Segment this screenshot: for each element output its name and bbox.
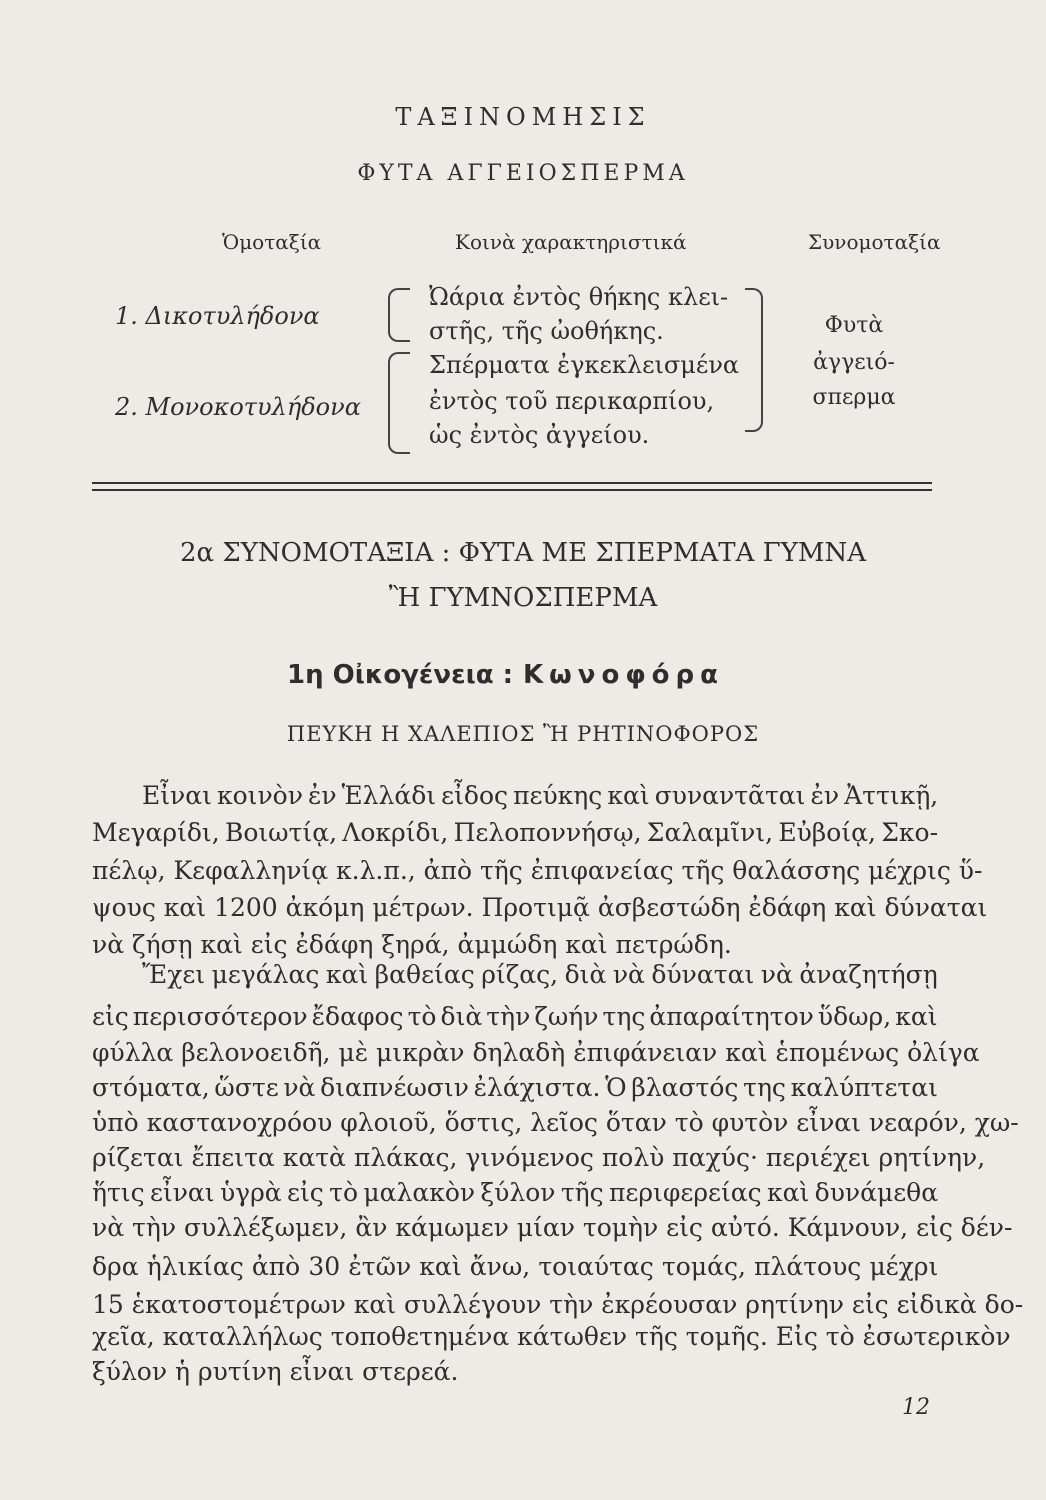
body-line: χεῖα, καταλλήλως τοποθετημένα κάτωθεν τῆς τομῆς. Εἰς τὸ ἐσωτερικὸν [92, 1322, 1011, 1351]
body-line: ρίζεται ἔπειτα κατὰ πλάκας, γινόμενος πολὺ παχύς· περιέχει ρητίνην, [92, 1143, 986, 1172]
body-line: δρα ἡλικίας ἀπὸ 30 ἐτῶν καὶ ἄνω, τοιαύτας τομάς, πλάτους μέχρι [92, 1252, 939, 1281]
left-brace-2 [388, 352, 410, 454]
subphylum-line: ἀγγειό- [813, 350, 895, 375]
subphylum-line: Φυτὰ [824, 313, 884, 338]
body-line: ξύλον ἡ ρυτίνη εἶναι στερεά. [92, 1357, 459, 1386]
header-synomotaxia: Συνομοταξία [808, 230, 941, 254]
page-number: 12 [902, 1395, 930, 1420]
body-line: πέλῳ, Κεφαλληνίᾳ κ.λ.π., ἀπὸ τῆς ἐπιφανείας τῆς θαλάσσης μέχρις ὕ- [92, 856, 983, 885]
body-line: 15 ἑκατοστομέτρων καὶ συλλέγουν τὴν ἐκρέουσαν ρητίνην εἰς εἰδικὰ δο- [92, 1290, 1024, 1319]
right-brace [745, 288, 763, 432]
left-brace-1 [388, 288, 410, 342]
body-line: στόματα, ὥστε νὰ διαπνέωσιν ἐλάχιστα. Ὁ βλαστός της καλύπτεται [92, 1073, 938, 1102]
body-line: Εἶναι κοινὸν ἐν Ἑλλάδι εἶδος πεύκης καὶ συναντᾶται ἐν Ἀττικῇ, [142, 781, 939, 810]
body-line: νὰ ζήσῃ καὶ εἰς ἐδάφη ξηρά, ἀμμώδη καὶ πετρώδη. [92, 930, 732, 959]
header-common-characteristics: Κοινὰ χαρακτηριστικά [455, 230, 687, 254]
body-line: Μεγαρίδι, Βοιωτίᾳ, Λοκρίδι, Πελοποννήσῳ, Σαλαμῖνι, Εὐβοίᾳ, Σκο- [92, 818, 939, 847]
header-homotaxia: Ὁμοταξία [222, 230, 322, 254]
classification-subtitle: ΦΥΤΑ ΑΓΓΕΙΟΣΠΕΡΜΑ [357, 161, 689, 186]
body-line: ἥτις εἶναι ὑγρὰ εἰς τὸ μαλακὸν ξύλον τῆς περιφερείας καὶ δυνάμεθα [92, 1178, 939, 1207]
family-name: Κωνοφόρα [523, 660, 725, 690]
body-line: ὑπὸ καστανοχρόου φλοιοῦ, ὅστις, λεῖος ὅταν τὸ φυτὸν εἶναι νεαρόν, χω- [92, 1108, 1019, 1137]
characteristic-line: ὡς ἐντὸς ἀγγείου. [429, 421, 650, 449]
species-heading: ΠΕΥΚΗ Η ΧΑΛΕΠΙΟΣ Ἢ ΡΗΤΙΝΟΦΟΡΟΣ [286, 722, 760, 746]
order-dicotyledons: 1. Δικοτυλήδονα [115, 302, 320, 330]
divider-rule [92, 482, 932, 484]
order-monocotyledons: 2. Μονοκοτυλήδονα [115, 393, 361, 421]
subphylum-line: σπερμα [812, 385, 896, 410]
section-title-line2: Ἢ ΓΥΜΝΟΣΠΕΡΜΑ [388, 583, 658, 613]
body-line: φύλλα βελονοειδῆ, μὲ μικρὰν δηλαδὴ ἐπιφάνειαν καὶ ἑπομένως ὀλίγα [92, 1038, 980, 1067]
characteristic-line: ἐντὸς τοῦ περικαρπίου, [429, 387, 715, 415]
family-label: 1η Οἰκογένεια : [287, 660, 514, 690]
body-line: νὰ τὴν συλλέξωμεν, ἂν κάμωμεν μίαν τομὴν εἰς αὐτό. Κάμνουν, εἰς δέν- [92, 1213, 1013, 1242]
divider-rule [92, 489, 932, 491]
characteristic-line: στῆς, τῆς ὠοθήκης. [429, 317, 664, 345]
body-line: εἰς περισσότερον ἔδαφος τὸ διὰ τὴν ζωήν της ἀπαραίτητον ὕδωρ, καὶ [92, 1002, 938, 1031]
characteristic-line: Ὠάρια ἐντὸς θήκης κλει- [429, 283, 729, 311]
body-line: ψους καὶ 1200 ἀκόμη μέτρων. Προτιμᾷ ἀσβεστώδη ἐδάφη καὶ δύναται [92, 893, 988, 922]
classification-title: ΤΑΞΙΝΟΜΗΣΙΣ [395, 103, 651, 131]
family-heading [287, 660, 724, 690]
section-title: 2α ΣΥΝΟΜΟΤΑΞΙΑ : ΦΥΤΑ ΜΕ ΣΠΕΡΜΑΤΑ ΓΥΜΝΑ [179, 538, 867, 568]
body-line: Ἔχει μεγάλας καὶ βαθείας ρίζας, διὰ νὰ δύναται νὰ ἀναζητήσῃ [142, 960, 938, 989]
characteristic-line: Σπέρματα ἐγκεκλεισμένα [429, 351, 740, 379]
